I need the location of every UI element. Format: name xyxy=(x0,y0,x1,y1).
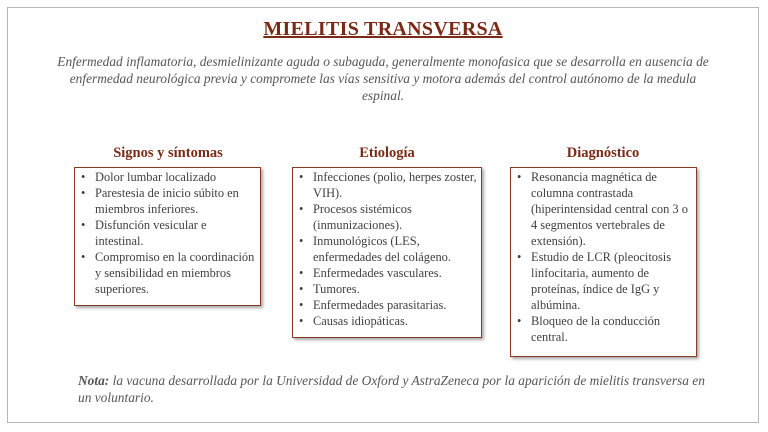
list-item: • Enfermedades parasitarias. xyxy=(297,297,477,313)
list-item: • Inmunológicos (LES, enfermedades del colágeno. xyxy=(297,233,477,265)
box-diagnostico xyxy=(510,167,697,357)
list-item: • Procesos sistémicos (inmunizaciones). xyxy=(297,201,477,233)
intro-paragraph: Enfermedad inflamatoria, desmielinizante aguda o subaguda, generalmente monofasica que se desarrolla en ausencia de enfermedad neurológica previa y compromete las vías sensitiva y motora además del control autónomo de la medula espinal. xyxy=(57,54,709,103)
heading-signos-sintomas: Signos y síntomas xyxy=(113,145,223,161)
list-item: • Compromiso en la coordinación y sensibilidad en miembros superiores. xyxy=(79,249,256,297)
heading-etiologia: Etiología xyxy=(359,145,415,161)
list-item: • Enfermedades vasculares. xyxy=(297,265,477,281)
list-item: • Tumores. xyxy=(297,281,477,297)
slide-frame xyxy=(7,7,759,423)
list-item: • Causas idiopáticas. xyxy=(297,313,477,329)
list-item: • Infecciones (polio, herpes zoster, VIH). xyxy=(297,169,477,201)
box-signos-sintomas xyxy=(74,167,261,306)
list-signos-sintomas xyxy=(79,169,256,297)
heading-diagnostico: Diagnóstico xyxy=(566,145,640,161)
list-item: • Parestesia de inicio súbito en miembros inferiores. xyxy=(79,185,256,217)
list-etiologia xyxy=(297,169,477,329)
page-title: MIELITIS TRANSVERSA xyxy=(263,18,503,40)
list-diagnostico xyxy=(515,169,692,345)
list-item: • Bloqueo de la conducción central. xyxy=(515,313,692,345)
list-item: • Resonancia magnética de columna contrastada (hiperintensidad central con 3 o 4 segmentos vertebrales de extensión). xyxy=(515,169,692,249)
box-etiologia xyxy=(292,167,482,338)
list-item: • Estudio de LCR (pleocitosis linfocitaria, aumento de proteínas, índice de IgG y albúmina. xyxy=(515,249,692,313)
list-item: • Disfunción vesicular e intestinal. xyxy=(79,217,256,249)
note-text: la vacuna desarrollada por la Universidad de Oxford y AstraZeneca por la aparición de mielitis transversa en un voluntario. xyxy=(78,373,705,405)
list-item: • Dolor lumbar localizado xyxy=(79,169,256,185)
note-paragraph xyxy=(78,372,718,406)
note-label: Nota: xyxy=(78,373,110,388)
